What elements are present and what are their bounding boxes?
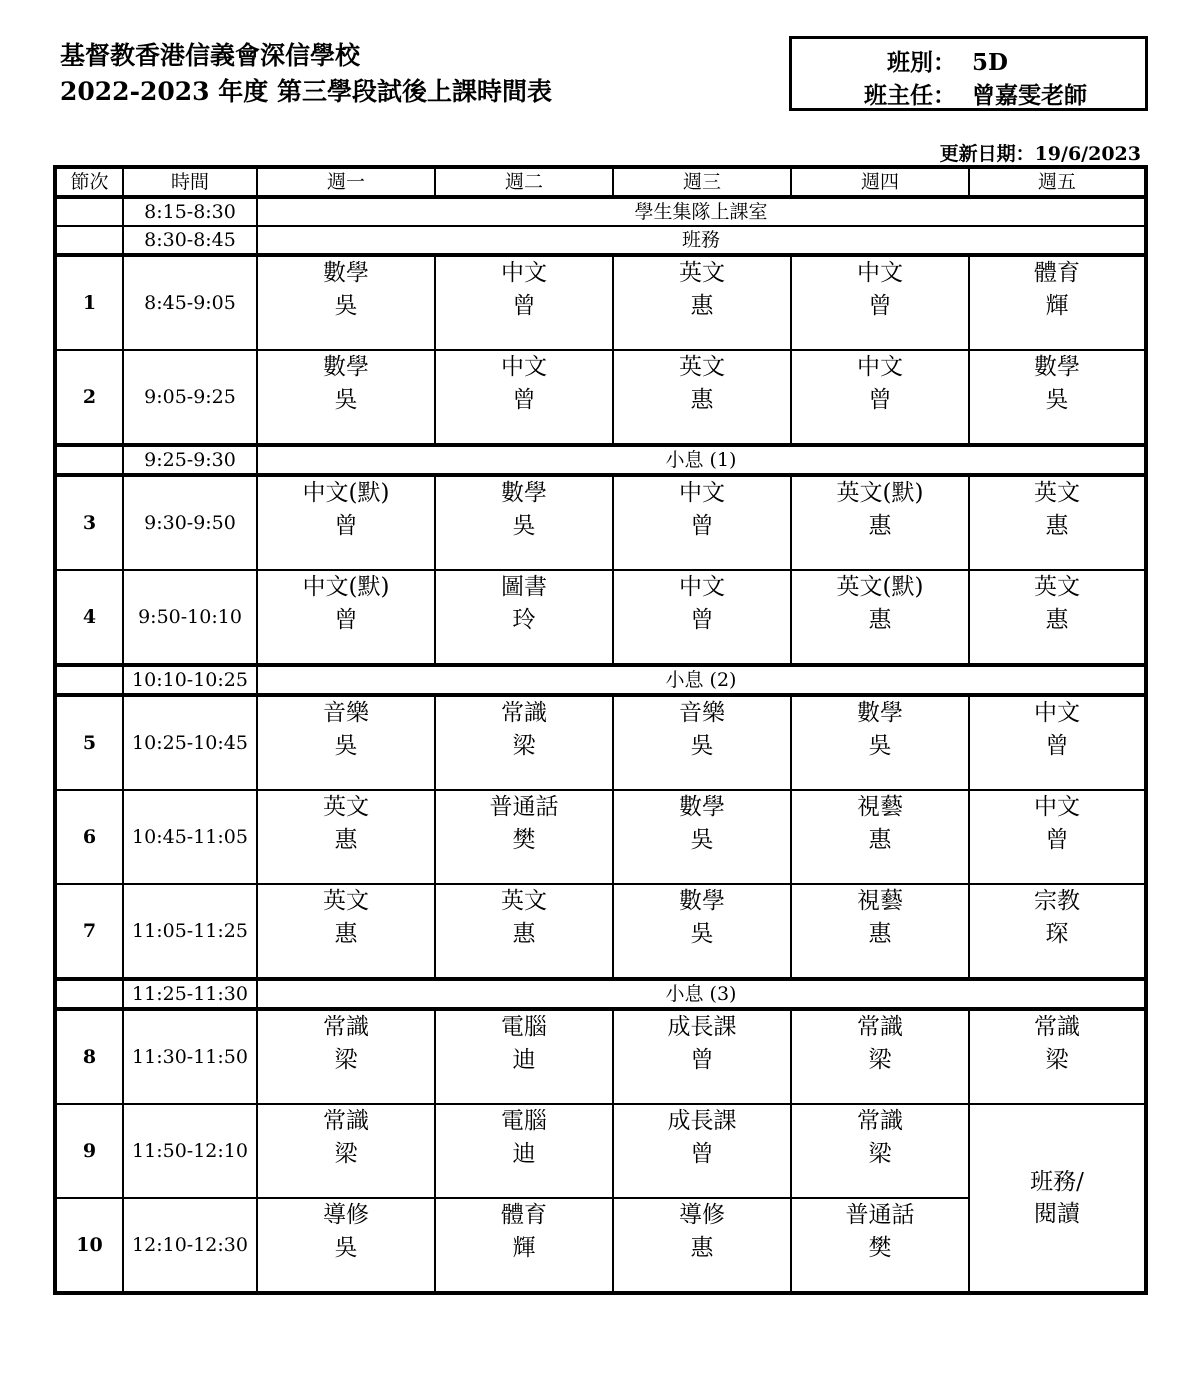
- teacher: 曾: [690, 513, 714, 539]
- period-number: 5: [55, 695, 123, 790]
- period-time: 8:45-9:05: [123, 255, 257, 350]
- teacher: 曾: [690, 1141, 714, 1167]
- period-number: [55, 445, 123, 475]
- teacher: 吳: [334, 1235, 358, 1261]
- break-label: 班務: [257, 226, 1146, 255]
- lesson-cell-thu: [791, 1104, 969, 1198]
- teacher: 吳: [334, 387, 358, 413]
- lesson-cell-thu: [791, 884, 969, 979]
- header-thu: 週四: [791, 167, 969, 197]
- subject: 成長課: [667, 1014, 737, 1040]
- teacher: 梁: [334, 1141, 358, 1167]
- subject: 體育: [1034, 260, 1080, 286]
- teacher: 曾: [512, 293, 536, 319]
- period-time: 11:30-11:50: [123, 1009, 257, 1104]
- period-time: 12:10-12:30: [123, 1198, 257, 1293]
- teacher: 惠: [1045, 607, 1069, 633]
- lesson-cell-tue: [435, 255, 613, 350]
- break-row: [55, 979, 1146, 1009]
- school-header: [60, 38, 552, 110]
- subject: 英文(默): [836, 480, 924, 506]
- lesson-cell-fri: [969, 695, 1146, 790]
- header-row: [55, 167, 1146, 197]
- period-time: 10:10-10:25: [123, 665, 257, 695]
- lesson-row: [55, 1104, 1146, 1198]
- class-line: [887, 44, 1008, 77]
- period-number: 2: [55, 350, 123, 445]
- lesson-cell-fri: [969, 1009, 1146, 1104]
- lesson-cell-mon: [257, 695, 435, 790]
- lesson-row: [55, 350, 1146, 445]
- period-number: [55, 226, 123, 255]
- teacher: 曾: [868, 387, 892, 413]
- break-label: 小息 (2): [257, 665, 1146, 695]
- subject: 常識: [857, 1108, 903, 1134]
- lesson-cell-mon: [257, 570, 435, 665]
- lesson-cell-wed: [613, 1104, 791, 1198]
- lesson-cell-mon: [257, 350, 435, 445]
- period-time: 9:25-9:30: [123, 445, 257, 475]
- timetable: [53, 165, 1148, 1295]
- teacher: 惠: [690, 293, 714, 319]
- teacher: 惠: [868, 607, 892, 633]
- lesson-cell-mon: [257, 884, 435, 979]
- lesson-cell-wed: [613, 350, 791, 445]
- teacher-value: 曾嘉雯老師: [972, 82, 1088, 109]
- subject: 體育: [501, 1202, 547, 1228]
- lesson-cell-thu: [791, 790, 969, 884]
- subject: 中文: [1034, 794, 1080, 820]
- header-time: 時間: [123, 167, 257, 197]
- lesson-cell-tue: [435, 1104, 613, 1198]
- subject: 常識: [323, 1108, 369, 1134]
- class-info-box: [789, 36, 1148, 111]
- subject: 英文: [501, 888, 547, 914]
- lesson-cell-tue: [435, 570, 613, 665]
- lesson-cell-tue: [435, 790, 613, 884]
- period-time: 11:25-11:30: [123, 979, 257, 1009]
- merged-text: 閱讀: [1034, 1201, 1080, 1227]
- teacher: 琛: [1045, 921, 1069, 947]
- teacher: 惠: [334, 827, 358, 853]
- period-number: 7: [55, 884, 123, 979]
- teacher: 曾: [868, 293, 892, 319]
- teacher: 迪: [512, 1141, 536, 1167]
- teacher: 曾: [690, 607, 714, 633]
- lesson-row: [55, 1009, 1146, 1104]
- period-time: 9:50-10:10: [123, 570, 257, 665]
- period-time: 8:15-8:30: [123, 197, 257, 226]
- subject: 電腦: [501, 1108, 547, 1134]
- lesson-cell-thu: [791, 255, 969, 350]
- subject: 中文(默): [302, 574, 390, 600]
- subject: 中文: [501, 260, 547, 286]
- lesson-row: [55, 790, 1146, 884]
- teacher: 吳: [690, 827, 714, 853]
- teacher: 梁: [512, 733, 536, 759]
- teacher: 吳: [334, 733, 358, 759]
- subject: 音樂: [679, 700, 725, 726]
- header-period: 節次: [55, 167, 123, 197]
- lesson-cell-tue: [435, 475, 613, 570]
- teacher: 惠: [868, 827, 892, 853]
- lesson-cell-mon: [257, 1009, 435, 1104]
- teacher: 梁: [868, 1047, 892, 1073]
- teacher: 輝: [512, 1235, 536, 1261]
- subject: 常識: [857, 1014, 903, 1040]
- class-label: 班別：: [887, 49, 956, 76]
- lesson-cell-wed: [613, 790, 791, 884]
- subject: 常識: [501, 700, 547, 726]
- subject: 視藝: [857, 794, 903, 820]
- subject: 英文: [323, 794, 369, 820]
- teacher: 惠: [512, 921, 536, 947]
- lesson-row: [55, 255, 1146, 350]
- subject: 中文: [857, 354, 903, 380]
- break-label: 學生集隊上課室: [257, 197, 1146, 226]
- class-value: 5D: [972, 49, 1008, 76]
- subject: 數學: [323, 354, 369, 380]
- lesson-cell-fri: [969, 570, 1146, 665]
- period-number: 3: [55, 475, 123, 570]
- lesson-cell-wed: [613, 1198, 791, 1293]
- header-tue: 週二: [435, 167, 613, 197]
- lesson-cell-wed: [613, 475, 791, 570]
- teacher: 惠: [690, 1235, 714, 1261]
- lesson-cell-thu: [791, 1198, 969, 1293]
- lesson-cell-thu: [791, 1009, 969, 1104]
- break-label: 小息 (1): [257, 445, 1146, 475]
- lesson-cell-thu: [791, 570, 969, 665]
- teacher: 吳: [690, 733, 714, 759]
- subject: 成長課: [667, 1108, 737, 1134]
- teacher: 梁: [868, 1141, 892, 1167]
- period-time: 9:05-9:25: [123, 350, 257, 445]
- lesson-cell-thu: [791, 475, 969, 570]
- teacher: 惠: [1045, 513, 1069, 539]
- lesson-cell-fri-merged: [969, 1104, 1146, 1293]
- teacher: 曾: [1045, 733, 1069, 759]
- lesson-cell-mon: [257, 790, 435, 884]
- period-number: [55, 979, 123, 1009]
- subject: 中文: [679, 574, 725, 600]
- subject: 常識: [1034, 1014, 1080, 1040]
- updated-date: 更新日期：19/6/2023: [939, 143, 1141, 165]
- lesson-cell-fri: [969, 350, 1146, 445]
- period-time: 10:25-10:45: [123, 695, 257, 790]
- teacher: 吳: [1045, 387, 1069, 413]
- subject: 導修: [679, 1202, 725, 1228]
- timetable-title: 2022-2023 年度 第三學段試後上課時間表: [60, 77, 552, 106]
- subject: 音樂: [323, 700, 369, 726]
- subject: 常識: [323, 1014, 369, 1040]
- subject: 中文(默): [302, 480, 390, 506]
- period-time: 10:45-11:05: [123, 790, 257, 884]
- subject: 宗教: [1034, 888, 1080, 914]
- lesson-row: [55, 884, 1146, 979]
- lesson-cell-thu: [791, 695, 969, 790]
- lesson-cell-wed: [613, 1009, 791, 1104]
- lesson-cell-tue: [435, 350, 613, 445]
- header-fri: 週五: [969, 167, 1146, 197]
- subject: 視藝: [857, 888, 903, 914]
- teacher: 玲: [512, 607, 536, 633]
- period-time: 9:30-9:50: [123, 475, 257, 570]
- header-mon: 週一: [257, 167, 435, 197]
- period-number: 4: [55, 570, 123, 665]
- subject: 電腦: [501, 1014, 547, 1040]
- period-number: 8: [55, 1009, 123, 1104]
- lesson-cell-tue: [435, 1198, 613, 1293]
- subject: 數學: [1034, 354, 1080, 380]
- subject: 中文: [501, 354, 547, 380]
- teacher: 曾: [1045, 827, 1069, 853]
- subject: 英文: [1034, 574, 1080, 600]
- break-row: [55, 197, 1146, 226]
- lesson-cell-mon: [257, 1104, 435, 1198]
- lesson-cell-mon: [257, 1198, 435, 1293]
- lesson-cell-fri: [969, 884, 1146, 979]
- period-number: 6: [55, 790, 123, 884]
- break-row: [55, 226, 1146, 255]
- break-row: [55, 665, 1146, 695]
- subject: 普通話: [489, 794, 559, 820]
- teacher: 曾: [512, 387, 536, 413]
- teacher: 惠: [868, 921, 892, 947]
- lesson-cell-mon: [257, 475, 435, 570]
- subject: 英文: [679, 354, 725, 380]
- subject: 中文: [857, 260, 903, 286]
- period-number: 1: [55, 255, 123, 350]
- school-name: 基督教香港信義會深信學校: [60, 41, 361, 70]
- teacher: 曾: [334, 513, 358, 539]
- lesson-cell-wed: [613, 695, 791, 790]
- subject: 數學: [679, 888, 725, 914]
- period-time: 11:50-12:10: [123, 1104, 257, 1198]
- header-wed: 週三: [613, 167, 791, 197]
- merged-text: 班務/: [1030, 1169, 1084, 1195]
- subject: 中文: [679, 480, 725, 506]
- period-number: [55, 665, 123, 695]
- lesson-cell-tue: [435, 1009, 613, 1104]
- teacher: 曾: [334, 607, 358, 633]
- subject: 英文: [1034, 480, 1080, 506]
- subject: 英文(默): [836, 574, 924, 600]
- lesson-cell-wed: [613, 570, 791, 665]
- lesson-row: [55, 570, 1146, 665]
- lesson-cell-tue: [435, 884, 613, 979]
- lesson-cell-fri: [969, 255, 1146, 350]
- period-number: 10: [55, 1198, 123, 1293]
- subject: 數學: [679, 794, 725, 820]
- timetable-body: [55, 197, 1146, 1293]
- teacher: 曾: [690, 1047, 714, 1073]
- teacher: 梁: [1045, 1047, 1069, 1073]
- lesson-row: [55, 475, 1146, 570]
- lesson-cell-thu: [791, 350, 969, 445]
- teacher: 惠: [690, 387, 714, 413]
- subject: 圖書: [501, 574, 547, 600]
- teacher: 吳: [334, 293, 358, 319]
- subject: 英文: [679, 260, 725, 286]
- period-number: 9: [55, 1104, 123, 1198]
- teacher-line: [864, 77, 1087, 110]
- subject: 導修: [323, 1202, 369, 1228]
- subject: 數學: [857, 700, 903, 726]
- period-time: 11:05-11:25: [123, 884, 257, 979]
- teacher: 迪: [512, 1047, 536, 1073]
- teacher: 吳: [690, 921, 714, 947]
- period-number: [55, 197, 123, 226]
- lesson-cell-mon: [257, 255, 435, 350]
- lesson-cell-fri: [969, 790, 1146, 884]
- teacher: 輝: [1045, 293, 1069, 319]
- subject: 中文: [1034, 700, 1080, 726]
- period-time: 8:30-8:45: [123, 226, 257, 255]
- lesson-cell-tue: [435, 695, 613, 790]
- subject: 普通話: [845, 1202, 915, 1228]
- subject: 英文: [323, 888, 369, 914]
- teacher: 樊: [512, 827, 536, 853]
- teacher: 吳: [868, 733, 892, 759]
- lesson-cell-fri: [969, 475, 1146, 570]
- lesson-cell-wed: [613, 884, 791, 979]
- teacher: 惠: [334, 921, 358, 947]
- subject: 數學: [501, 480, 547, 506]
- break-label: 小息 (3): [257, 979, 1146, 1009]
- subject: 數學: [323, 260, 369, 286]
- teacher: 惠: [868, 513, 892, 539]
- lesson-row: [55, 695, 1146, 790]
- teacher-label: 班主任：: [864, 82, 956, 109]
- teacher: 吳: [512, 513, 536, 539]
- lesson-cell-wed: [613, 255, 791, 350]
- teacher: 梁: [334, 1047, 358, 1073]
- teacher: 樊: [868, 1235, 892, 1261]
- break-row: [55, 445, 1146, 475]
